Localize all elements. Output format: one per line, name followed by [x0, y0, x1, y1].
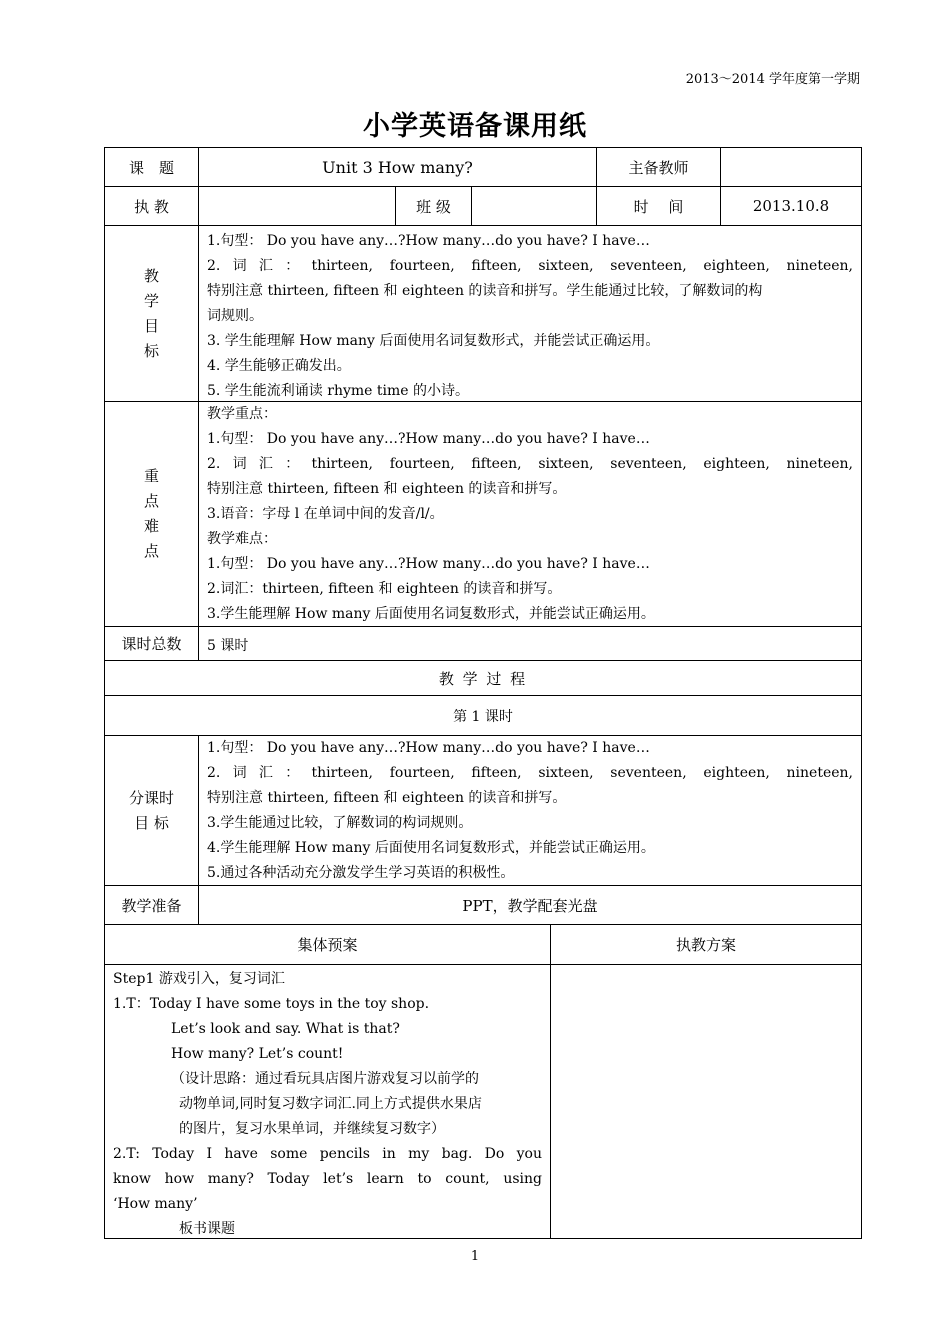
plan-line: Let’s look and say. What is that?	[171, 1021, 400, 1037]
plan-line: ‘How many’	[113, 1196, 198, 1212]
goals-content	[105, 226, 861, 404]
teacher-value	[720, 147, 862, 187]
goal-line: 特别注意 thirteen, fifteen 和 eighteen 的读音和拼写。学生能通过比较，了解数词的构	[207, 283, 763, 299]
keypoint-line: 1.句型： Do you have any…?How many…do you have? I have…	[207, 556, 650, 572]
lesson-goals-section	[104, 735, 862, 886]
design-note: （设计思路：通过看玩具店图片游戏复习以前学的	[171, 1071, 479, 1087]
design-note: 动物单词,同时复习数字词汇.同上方式提供水果店	[179, 1096, 482, 1112]
goals-label: 教 学 目 标	[104, 225, 199, 402]
keypoint-line: 教学重点：	[207, 406, 277, 422]
prep-value: PPT，教学配套光盘	[198, 885, 862, 925]
goal-line: 1.句型： Do you have any…?How many…do you have? I have…	[207, 233, 650, 249]
topic-label: 课 题	[104, 147, 199, 187]
prep-label: 教学准备	[104, 885, 199, 925]
keypoint-line: 3.学生能理解 How many 后面使用名词复数形式，并能尝试正确运用。	[207, 606, 655, 622]
exec-plan-content	[550, 964, 862, 1239]
process-title: 教 学 过 程	[104, 660, 862, 696]
goal-line: 2.词汇：thirteen, fourteen, fifteen, sixteen, seventeen, eighteen, nineteen,	[207, 258, 853, 274]
term-header: 2013～2014 学年度第一学期	[685, 72, 860, 87]
lesson-goal-line: 1.句型： Do you have any…?How many…do you have? I have…	[207, 740, 650, 756]
keypoints-label: 重 点 难 点	[104, 401, 199, 627]
class-label: 班 级	[395, 186, 472, 226]
keypoints-section	[104, 401, 862, 627]
hours-label: 课时总数	[104, 626, 199, 661]
lesson-goals-label: 分课时 目 标	[104, 735, 199, 886]
goal-line: 5. 学生能流利诵读 rhyme time 的小诗。	[207, 383, 470, 399]
goal-line: 3. 学生能理解 How many 后面使用名词复数形式，并能尝试正确运用。	[207, 333, 660, 349]
plan-line: know how many? Today let’s learn to count, using	[113, 1171, 542, 1187]
lesson-goal-line: 2.词汇：thirteen, fourteen, fifteen, sixteen, seventeen, eighteen, nineteen,	[207, 765, 853, 781]
goals-section	[104, 225, 862, 402]
keypoint-line: 3.语音：字母 l 在单词中间的发音/l/。	[207, 506, 444, 522]
keypoints-content	[105, 402, 861, 627]
keypoint-line: 特别注意 thirteen, fifteen 和 eighteen 的读音和拼写。	[207, 481, 567, 497]
group-plan-content	[104, 964, 551, 1239]
lesson-title: 第 1 课时	[104, 695, 862, 736]
plan-step: Step1 游戏引入，复习词汇	[113, 971, 285, 987]
hours-value: 5 课时	[198, 626, 862, 661]
group-plan-header: 集体预案	[104, 924, 551, 965]
keypoint-line: 2.词汇：thirteen, fourteen, fifteen, sixteen, seventeen, eighteen, nineteen,	[207, 456, 853, 472]
plan-line: How many? Let’s count!	[171, 1046, 344, 1062]
page-number: 1	[470, 1249, 480, 1264]
teacher-label: 主备教师	[596, 147, 721, 187]
topic-value: Unit 3 How many?	[198, 147, 597, 187]
keypoint-line: 2.词汇：thirteen, fifteen 和 eighteen 的读音和拼写。	[207, 581, 562, 597]
exec-plan-header: 执教方案	[550, 924, 862, 965]
plan-line: 板书课题	[179, 1221, 235, 1237]
time-label: 时 间	[596, 186, 721, 226]
teach-label: 执 教	[104, 186, 199, 226]
keypoint-line: 教学难点：	[207, 531, 277, 547]
goal-line: 4. 学生能够正确发出。	[207, 358, 351, 374]
lesson-goals-content	[105, 736, 861, 886]
plan-line: 1.T：Today I have some toys in the toy shop.	[113, 996, 430, 1012]
time-value: 2013.10.8	[720, 186, 862, 226]
keypoint-line: 1.句型： Do you have any…?How many…do you have? I have…	[207, 431, 650, 447]
lesson-goal-line: 3.学生能通过比较，了解数词的构词规则。	[207, 815, 473, 831]
lesson-goal-line: 特别注意 thirteen, fifteen 和 eighteen 的读音和拼写。	[207, 790, 567, 806]
class-value	[471, 186, 597, 226]
teach-value	[198, 186, 396, 226]
plan-line: 2.T: Today I have some pencils in my bag. Do you	[113, 1146, 542, 1162]
lesson-goal-line: 4.学生能理解 How many 后面使用名词复数形式，并能尝试正确运用。	[207, 840, 655, 856]
goal-line: 词规则。	[207, 308, 263, 324]
design-note: 的图片，复习水果单词，并继续复习数字）	[179, 1121, 445, 1137]
page-title: 小学英语备课用纸	[363, 111, 587, 142]
lesson-goal-line: 5.通过各种活动充分激发学生学习英语的积极性。	[207, 865, 515, 881]
